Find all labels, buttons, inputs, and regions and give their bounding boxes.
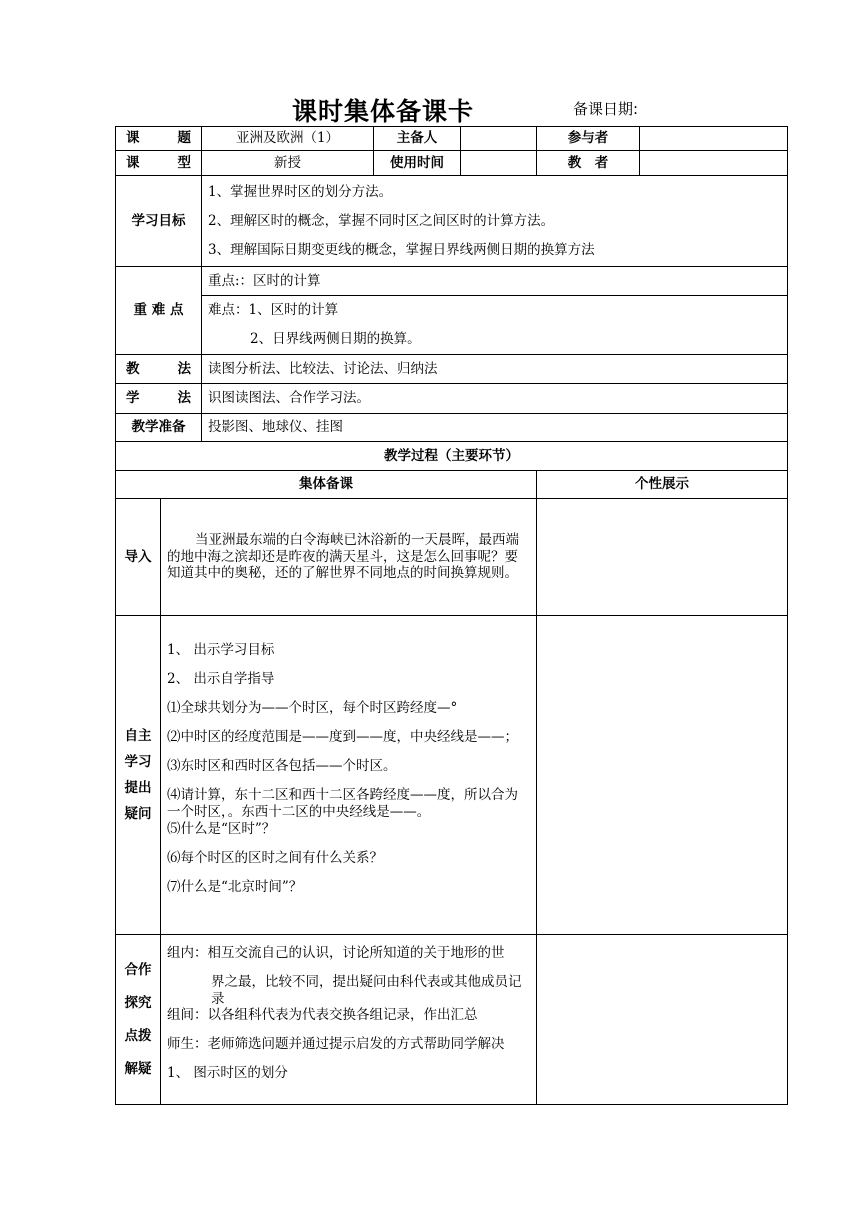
row-goals: [116, 176, 788, 267]
prep-date-label: 备课日期:: [573, 100, 639, 118]
self-study-label: 自主 学习 提出 疑问: [116, 616, 161, 935]
row-topic: [116, 127, 788, 151]
difficult-point-1: 难点：1、区时的计算: [208, 302, 339, 318]
self-study-personal: [537, 616, 788, 935]
topic-value: 亚洲及欧洲（1）: [202, 127, 374, 151]
collective-header: 集体备课: [116, 471, 537, 499]
goals-content: [202, 176, 788, 267]
teacher-label: 教 者: [537, 151, 640, 176]
participants-label: 参与者: [537, 127, 640, 151]
difficult-point-2: 2、日界线两侧日期的换算。: [250, 331, 421, 347]
list-item: ⑸什么是“区时”？: [167, 820, 276, 837]
goals-label: 学习目标: [116, 176, 202, 267]
type-label: 课 型: [116, 151, 202, 176]
row-key-point: [116, 267, 788, 296]
row-intro: [116, 499, 788, 616]
group-in-text-cont: 界之最，比较不同，提出疑问由科代表或其他成员记录: [211, 973, 522, 1007]
cooperation-label: 合作 探究 点拨 解疑: [116, 935, 161, 1105]
group-in-text: 组内：相互交流自己的认识，讨论所知道的关于地形的世: [167, 944, 505, 961]
cooperation-personal: [537, 935, 788, 1105]
page-title: 课时集体备课卡: [292, 97, 475, 126]
study-method-label: 学 法: [116, 384, 202, 414]
use-time-label: 使用时间: [374, 151, 461, 176]
list-item: 2、 出示自学指导: [167, 671, 275, 688]
row-difficult-point: [116, 296, 788, 355]
row-self-study: [116, 616, 788, 935]
row-process-header: [116, 471, 788, 499]
personal-header: 个性展示: [537, 471, 788, 499]
goal-item: 2、理解区时的概念，掌握不同时区之间区时的计算方法。: [208, 212, 555, 229]
self-study-content: [161, 616, 537, 935]
preparation-value: 投影图、地球仪、挂图: [202, 414, 788, 442]
type-value: 新授: [202, 151, 374, 176]
list-item: ⑶东时区和西时区各包括——个时区。: [167, 758, 397, 775]
row-teaching-method: [116, 355, 788, 384]
row-study-method: [116, 384, 788, 414]
key-point-text: 重点:：区时的计算: [202, 267, 788, 296]
intro-personal: [537, 499, 788, 616]
topic-label: 课 题: [116, 127, 202, 151]
row-type: [116, 151, 788, 176]
row-process-title: [116, 442, 788, 471]
intro-label: 导入: [116, 499, 161, 616]
key-points-label: 重 难 点: [116, 267, 202, 355]
teaching-method-label: 教 法: [116, 355, 202, 384]
list-item: ⑺什么是“北京时间”？: [167, 878, 303, 895]
list-item: ⑵中时区的经度范围是——度到——度，中央经线是——；: [167, 729, 518, 746]
group-between-text: 组间：以各组科代表为代表交换各组记录，作出汇总: [167, 1007, 478, 1024]
preparer-value: [461, 127, 537, 151]
difficult-points: [202, 296, 788, 355]
participants-value: [640, 127, 788, 151]
goal-item: 1、掌握世界时区的划分方法。: [208, 183, 393, 200]
use-time-value: [461, 151, 537, 176]
list-item: ⑷请计算，东十二区和西十二区各跨经度——度，所以合为一个时区，。东西十二区的中央经线是——。: [167, 787, 518, 820]
preparer-label: 主备人: [374, 127, 461, 151]
list-item: ⑹每个时区的区时之间有什么关系？: [167, 849, 383, 866]
list-item: ⑴全球共划分为——个时区，每个时区跨经度—°: [167, 700, 458, 717]
study-method-value: 识图读图法、合作学习法。: [202, 384, 788, 414]
goal-item: 3、理解国际日期变更线的概念，掌握日界线两侧日期的换算方法: [208, 241, 595, 258]
list-item: 1、 出示学习目标: [167, 642, 275, 659]
intro-text: 当亚洲最东端的白令海峡已沐浴新的一天晨晖，最西端的地中海之滨却还是昨夜的满天星斗，这是怎么回事呢？要知道其中的奥秘，还的了解世界不同地点的时间换算规则。: [161, 499, 537, 616]
row-cooperation: [116, 935, 788, 1105]
preparation-label: 教学准备: [116, 414, 202, 442]
row-preparation: [116, 414, 788, 442]
teaching-method-value: 读图分析法、比较法、讨论法、归纳法: [202, 355, 788, 384]
teacher-student-text: 师生：老师筛选问题并通过提示启发的方式帮助同学解决: [167, 1036, 505, 1053]
cooperation-content: [161, 935, 537, 1105]
list-item: 1、 图示时区的划分: [167, 1065, 288, 1082]
teacher-value: [640, 151, 788, 176]
lesson-plan-table: [115, 126, 788, 1105]
process-title: 教学过程（主要环节）: [116, 442, 788, 471]
